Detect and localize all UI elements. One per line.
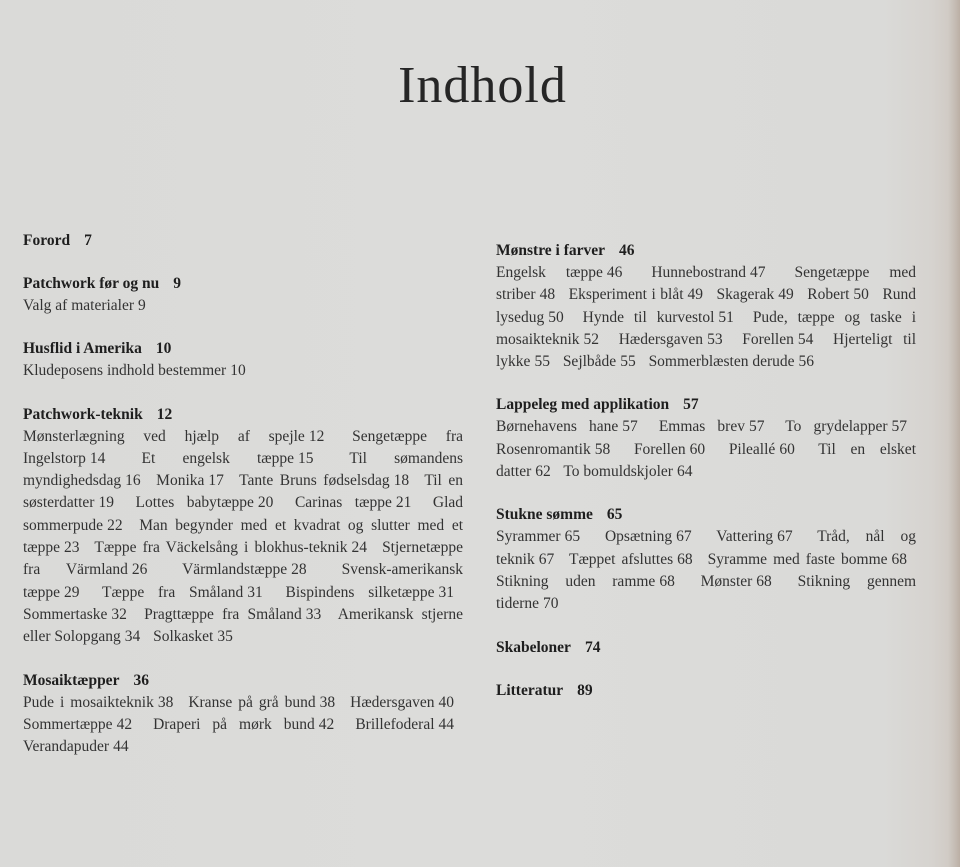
toc-entry	[742, 331, 813, 348]
entry-title: Svensk-amerikansk tæppe	[23, 561, 463, 601]
entry-page-number: 28	[291, 561, 307, 579]
entry-title: Solkasket	[153, 628, 214, 646]
entry-page-number: 54	[797, 330, 814, 348]
entry-page-number: 65	[564, 528, 581, 546]
toc-entry	[23, 716, 132, 733]
entry-title: Draperi på mørk bund	[153, 715, 315, 733]
entry-page-number: 31	[247, 583, 263, 601]
entry-page-number: 57	[748, 418, 765, 436]
entry-title: Tante Bruns fødselsdag	[239, 472, 390, 490]
entry-page-number: 32	[111, 605, 127, 623]
toc-entry	[496, 573, 675, 590]
section-title: Mønstre i farver	[496, 242, 606, 259]
entry-page-number: 49	[778, 286, 794, 304]
toc-entry	[355, 716, 454, 733]
section-heading	[23, 230, 463, 252]
entry-page-number: 23	[64, 539, 80, 557]
toc-entry	[569, 551, 693, 568]
toc-entry	[286, 584, 454, 601]
section-page-number: 9	[173, 275, 181, 292]
section-entries	[23, 692, 463, 759]
entry-title: Hædersgaven	[350, 693, 435, 711]
entry-title: Värmlandstæppe	[182, 561, 288, 579]
entry-title: Kranse på grå bund	[188, 693, 316, 711]
section-heading	[23, 338, 463, 360]
entry-page-number: 17	[208, 472, 224, 490]
entry-page-number: 70	[543, 595, 559, 613]
entry-page-number: 52	[583, 330, 600, 348]
entry-page-number: 33	[305, 605, 322, 623]
toc-entry	[496, 418, 638, 435]
toc-section-2	[496, 504, 916, 615]
entry-page-number: 53	[707, 330, 723, 348]
entry-title: Glad sommerpude	[23, 494, 464, 534]
entry-title: Sengetæppe fra Ingelstorp	[23, 427, 464, 467]
toc-entry	[496, 264, 622, 281]
entry-page-number: 68	[659, 572, 675, 590]
entry-title: Sommertaske	[23, 605, 108, 623]
toc-entry	[182, 561, 307, 578]
toc-section-1	[23, 273, 463, 317]
toc-section-2	[23, 338, 463, 382]
section-entries	[496, 526, 916, 615]
entry-page-number: 58	[594, 440, 611, 458]
toc-section-4	[496, 680, 916, 702]
entry-title: Valg af materialer	[23, 297, 135, 314]
entry-title: Sommertæppe	[23, 715, 113, 733]
toc-entry	[94, 539, 367, 556]
toc-entry	[563, 353, 636, 370]
entry-page-number: 18	[393, 472, 410, 490]
entry-page-number: 42	[318, 715, 335, 733]
toc-entry	[239, 472, 409, 489]
toc-entry	[659, 418, 765, 435]
entry-title: Engelsk tæppe	[496, 264, 603, 281]
page-title: Indhold	[398, 57, 567, 114]
entry-title: Sengetæppe med striber	[496, 264, 917, 304]
section-title: Litteratur	[496, 681, 564, 699]
entry-title: Forellen	[633, 440, 686, 458]
toc-section-0	[23, 230, 463, 252]
entry-page-number: 67	[777, 528, 793, 546]
entry-page-number: 62	[535, 463, 551, 481]
toc-entry	[496, 528, 580, 545]
section-title: Stukne sømme	[496, 506, 593, 524]
section-title: Lappeleg med applikation	[496, 396, 670, 414]
toc-section-4	[23, 670, 463, 759]
section-entries	[23, 295, 463, 317]
toc-entry	[708, 551, 907, 568]
toc-entry	[295, 494, 411, 511]
entry-title: Til en søsterdatter	[23, 472, 463, 512]
toc-right-column	[496, 240, 916, 723]
entry-page-number: 9	[138, 297, 146, 314]
entry-page-number: 38	[157, 693, 174, 711]
entry-title: Hædersgaven	[618, 330, 704, 348]
toc-entry	[729, 441, 795, 458]
entry-title: Lottes babytæppe	[135, 494, 254, 512]
section-page-number: 10	[155, 340, 172, 358]
entry-title: Sejlbåde	[562, 353, 617, 371]
toc-entry	[153, 716, 334, 733]
entry-page-number: 44	[113, 738, 129, 756]
entry-page-number: 14	[89, 449, 106, 467]
section-heading	[496, 637, 916, 659]
toc-entry	[496, 441, 610, 458]
entry-title: Monika	[156, 472, 205, 490]
entry-title: Sommerblæsten derude	[648, 353, 795, 371]
toc-section-3	[23, 404, 463, 649]
section-heading	[23, 404, 463, 426]
entry-page-number: 15	[298, 449, 314, 467]
entry-title: Pileallé	[728, 440, 776, 458]
toc-entry	[785, 418, 907, 435]
entry-title: Hunnebostrand	[651, 264, 747, 281]
entry-page-number: 42	[116, 715, 133, 733]
entry-title: Skagerak	[716, 286, 775, 304]
entry-page-number: 67	[676, 528, 692, 546]
entry-title: To bomuldskjoler	[563, 463, 673, 481]
toc-entry	[807, 286, 869, 303]
entry-page-number: 29	[64, 583, 80, 601]
section-page-number: 89	[577, 681, 593, 699]
toc-entry	[605, 528, 692, 545]
entry-page-number: 68	[756, 572, 772, 590]
page-edge-shadow	[948, 0, 960, 867]
section-page-number: 36	[133, 671, 149, 689]
entry-title: Robert	[807, 286, 850, 304]
entry-page-number: 19	[98, 494, 114, 512]
entry-page-number: 31	[438, 583, 454, 601]
entry-title: Carinas tæppe	[294, 494, 392, 512]
section-page-number: 74	[584, 638, 601, 656]
entry-title: Bispindens silketæppe	[285, 583, 435, 601]
entry-page-number: 57	[622, 418, 638, 436]
section-page-number: 7	[84, 232, 92, 249]
entry-title: Verandapuder	[23, 738, 110, 756]
entry-page-number: 50	[548, 308, 564, 326]
entry-title: Hynde til kurvestol	[582, 308, 715, 326]
section-title: Patchwork før og nu	[23, 275, 160, 292]
entry-page-number: 40	[438, 693, 455, 711]
section-entries	[496, 416, 916, 483]
entry-title: Mønster	[700, 572, 753, 590]
entry-title: Tæppe fra Väckelsång i blokhus-teknik	[94, 539, 348, 557]
entry-page-number: 68	[677, 550, 693, 568]
entry-page-number: 46	[606, 264, 623, 281]
toc-entry	[569, 286, 703, 303]
entry-page-number: 64	[676, 463, 693, 481]
section-page-number: 46	[619, 242, 635, 259]
toc-entry	[350, 694, 454, 711]
entry-title: Tråd, nål og teknik	[496, 528, 916, 568]
section-entries	[496, 262, 916, 373]
entry-title: Pude i mosaikteknik	[23, 693, 154, 711]
entry-title: Mønsterlægning ved hjælp af spejle	[23, 427, 305, 445]
toc-entry	[23, 606, 127, 623]
entry-page-number: 16	[125, 472, 141, 490]
entry-title: Tæppet afsluttes	[568, 550, 674, 568]
toc-section-3	[496, 637, 916, 659]
entry-page-number: 60	[779, 440, 795, 458]
toc-entry	[23, 694, 173, 711]
toc-entry	[649, 353, 814, 370]
entry-page-number: 26	[131, 561, 148, 579]
toc-entry	[23, 738, 129, 755]
entry-title: Opsætning	[604, 528, 673, 546]
section-page-number: 65	[606, 506, 623, 524]
entry-page-number: 67	[538, 550, 555, 568]
entry-page-number: 20	[257, 494, 274, 512]
entry-title: Stikning uden ramme	[496, 572, 656, 590]
entry-title: Til en elsket datter	[496, 440, 916, 481]
entry-page-number: 44	[438, 715, 455, 733]
entry-title: Brillefoderal	[355, 715, 435, 733]
entry-page-number: 12	[308, 427, 325, 445]
entry-title: Et engelsk tæppe	[141, 449, 295, 467]
section-heading	[496, 504, 916, 526]
entry-title: Pude, tæppe og taske i mosaikteknik	[496, 308, 917, 348]
entry-page-number: 55	[534, 353, 550, 371]
entry-page-number: 49	[687, 286, 704, 304]
entry-title: Tæppe fra Småland	[102, 583, 244, 601]
toc-entry	[144, 606, 321, 623]
entry-title: Amerikansk stjerne eller Solopgang	[23, 605, 463, 646]
entry-title: Man begynder med et kvadrat og slutter med et tæppe	[23, 516, 464, 557]
entry-title: Kludeposens indhold bestemmer	[23, 362, 227, 380]
entry-page-number: 38	[319, 693, 336, 711]
entry-page-number: 60	[689, 440, 706, 458]
entry-title: Eksperiment i blåt	[568, 286, 684, 304]
toc-section-1	[496, 394, 916, 483]
toc-entry	[102, 584, 263, 601]
entry-page-number: 22	[107, 516, 123, 534]
section-title: Forord	[23, 232, 71, 249]
entry-page-number: 10	[230, 362, 246, 380]
entry-title: Stikning gennem tiderne	[496, 572, 917, 613]
section-entries	[23, 426, 463, 649]
section-entries	[23, 360, 463, 382]
entry-title: Emmas brev	[658, 418, 745, 436]
entry-title: Syramme med faste bomme	[707, 550, 888, 568]
entry-title: Pragttæppe fra Småland	[144, 605, 302, 623]
toc-entry	[156, 472, 224, 489]
section-heading	[496, 394, 916, 416]
entry-title: Rosenromantik	[496, 440, 591, 458]
toc-entry	[23, 362, 246, 379]
toc-entry	[153, 628, 233, 645]
entry-title: Syrammer	[496, 528, 561, 546]
section-title: Patchwork-teknik	[23, 405, 143, 423]
toc-entry	[583, 309, 734, 326]
toc-entry	[23, 297, 146, 314]
entry-page-number: 68	[891, 550, 908, 568]
toc-entry	[142, 450, 314, 467]
entry-page-number: 48	[539, 286, 556, 304]
toc-entry	[717, 286, 794, 303]
section-heading	[496, 680, 916, 702]
toc-entry	[135, 494, 273, 511]
entry-title: Til sømandens myndighedsdag	[23, 449, 463, 490]
entry-page-number: 34	[124, 628, 141, 646]
toc-entry	[563, 463, 692, 480]
toc-left-column	[23, 230, 463, 779]
toc-entry	[716, 528, 792, 545]
toc-entry	[634, 441, 705, 458]
section-page-number: 12	[156, 405, 173, 423]
entry-title: To grydelapper	[785, 418, 888, 436]
toc-entry	[188, 694, 335, 711]
entry-page-number: 50	[853, 286, 869, 304]
section-title: Skabeloner	[496, 638, 571, 656]
entry-title: Vattering	[716, 528, 774, 546]
entry-page-number: 55	[620, 353, 636, 371]
entry-title: Hjerteligt til lykke	[496, 330, 916, 371]
entry-title: Rund lysedug	[496, 286, 917, 326]
toc-entry	[619, 331, 723, 348]
entry-page-number: 51	[718, 308, 734, 326]
toc-entry	[23, 428, 324, 445]
entry-page-number: 24	[351, 539, 367, 557]
entry-page-number: 57	[891, 418, 907, 436]
section-heading	[23, 670, 463, 692]
entry-title: Forellen	[742, 330, 794, 348]
section-title: Mosaiktæpper	[23, 671, 120, 689]
entry-title: Stjernetæppe fra Värmland	[23, 539, 463, 579]
section-title: Husflid i Amerika	[23, 340, 142, 358]
toc-entry	[651, 264, 765, 281]
entry-page-number: 47	[750, 264, 766, 281]
entry-page-number: 35	[217, 628, 233, 646]
toc-entry	[701, 573, 772, 590]
toc-section-0	[496, 240, 916, 373]
section-heading	[496, 240, 916, 262]
entry-title: Børnehavens hane	[496, 418, 619, 436]
section-heading	[23, 273, 463, 295]
entry-page-number: 56	[798, 353, 814, 371]
section-page-number: 57	[683, 396, 699, 414]
entry-page-number: 21	[395, 494, 412, 512]
